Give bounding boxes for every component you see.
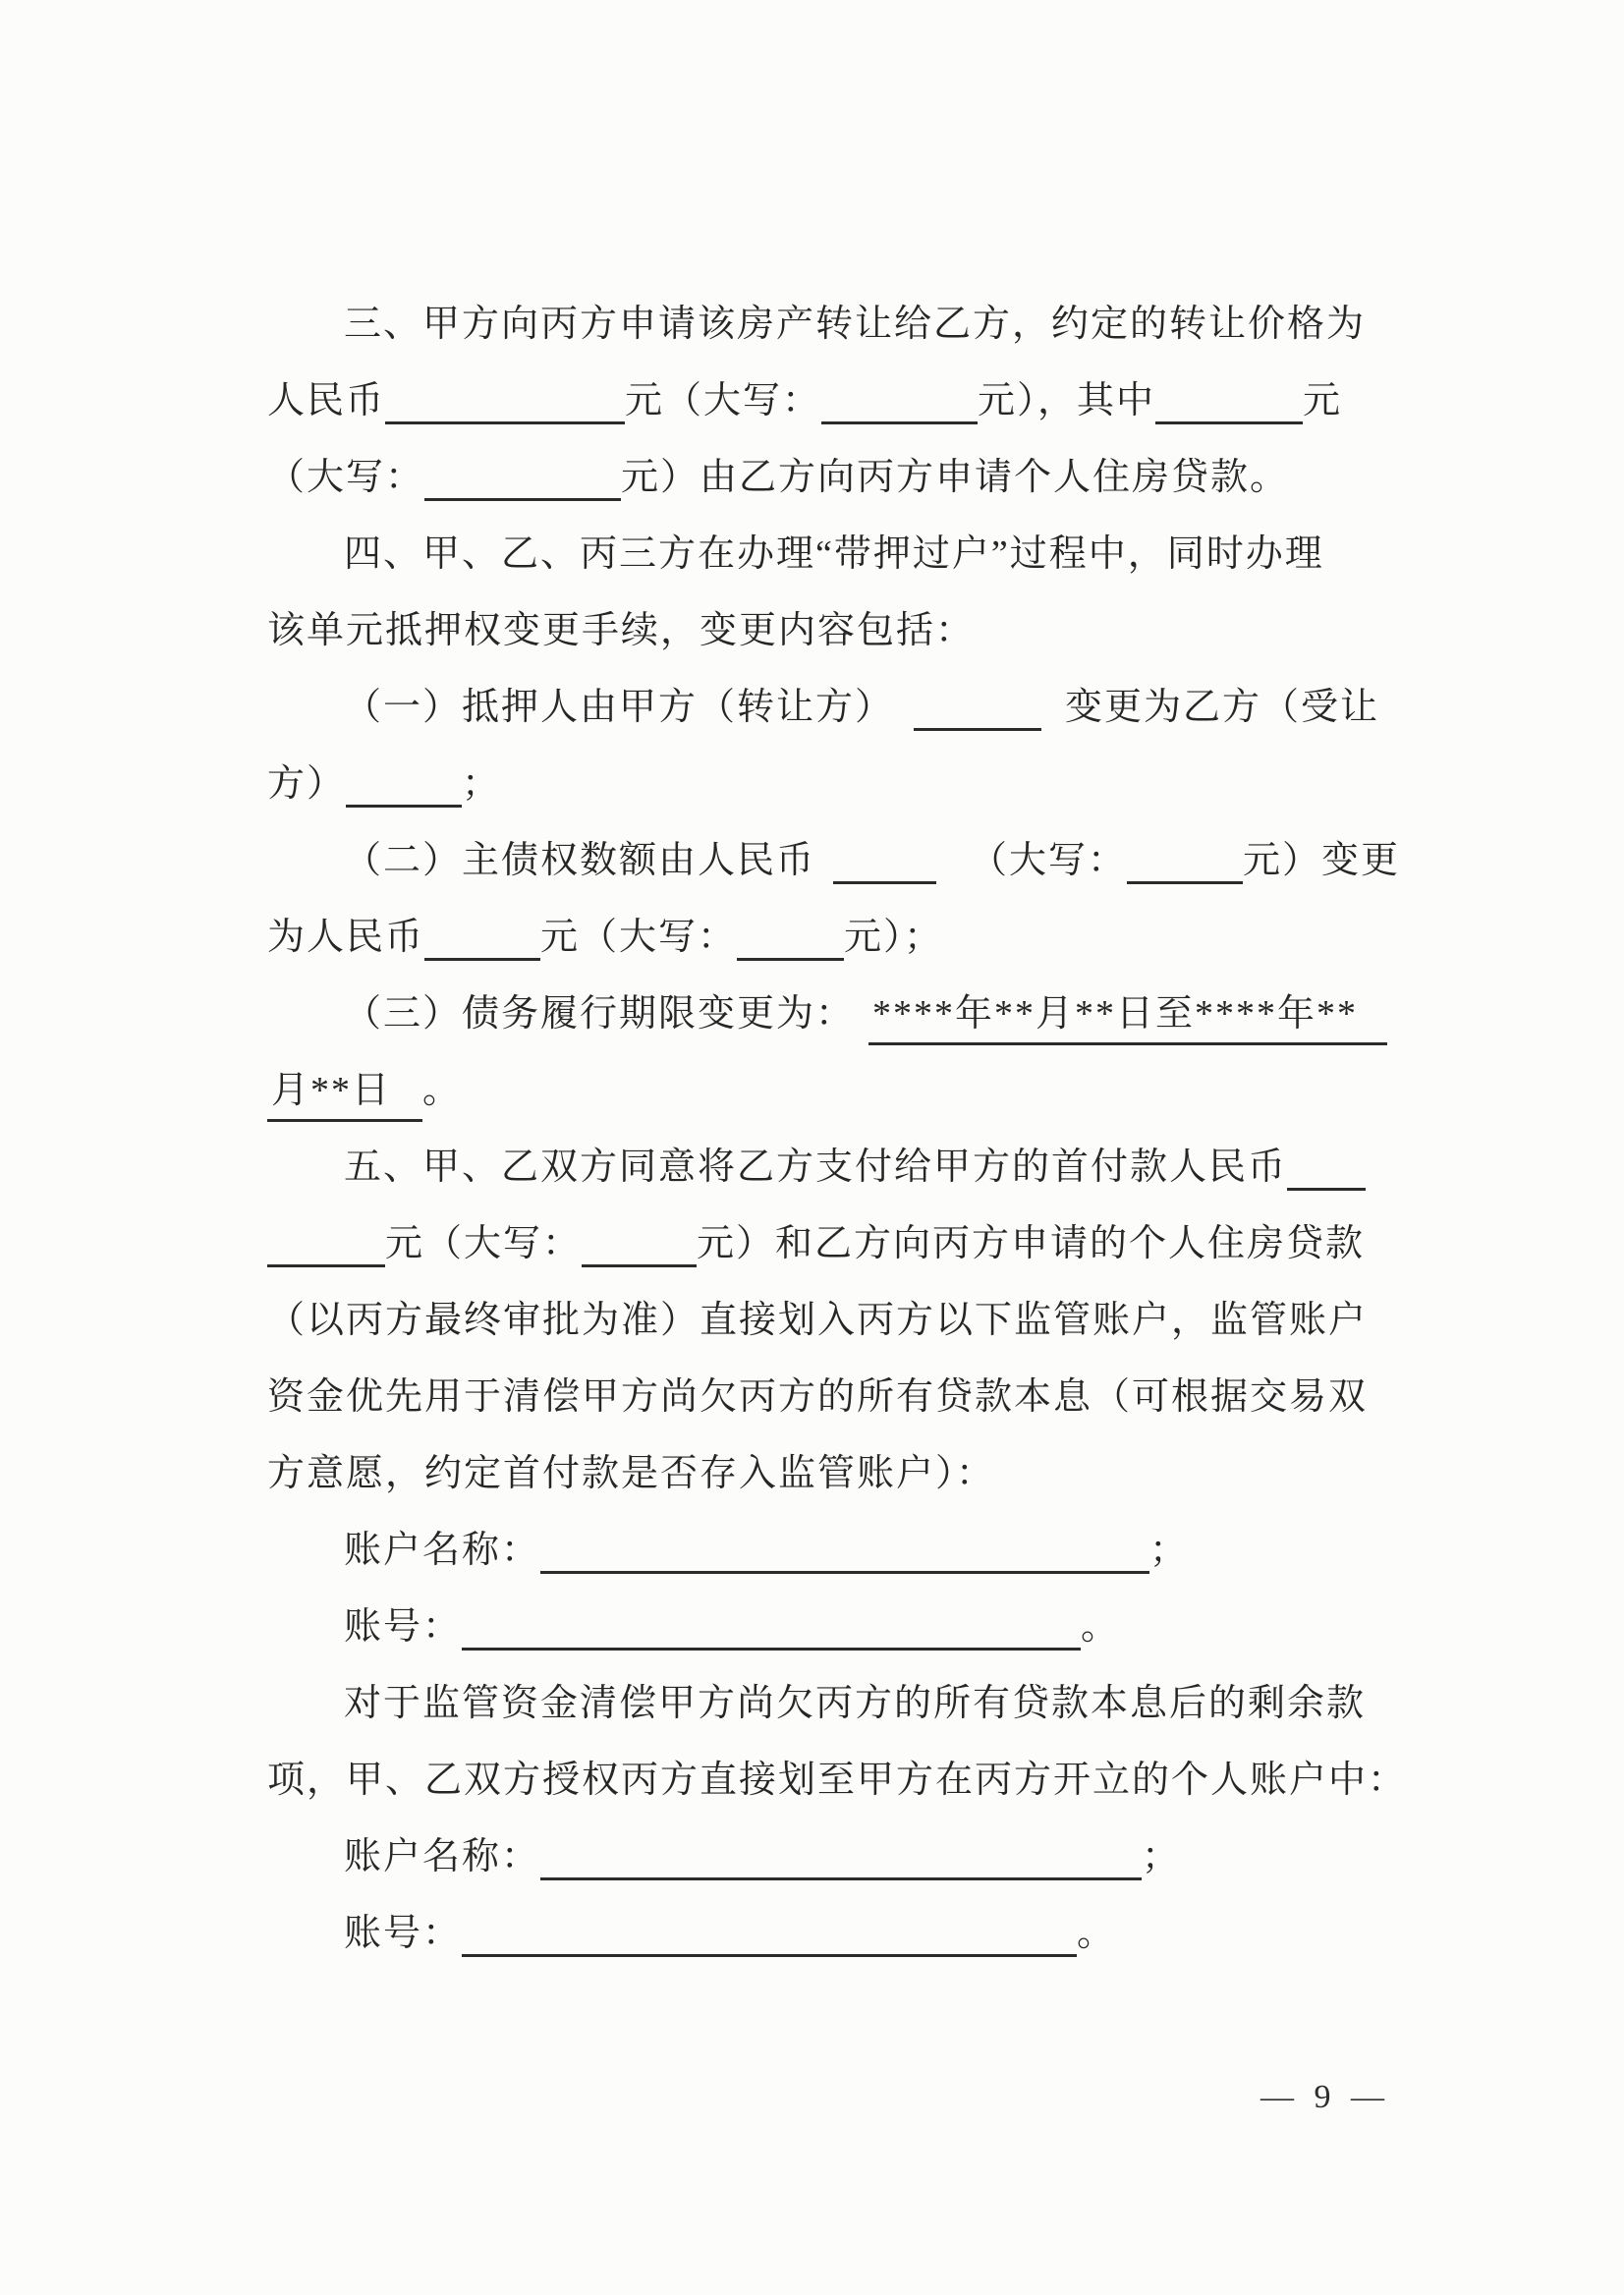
- blank-field: [833, 881, 936, 884]
- document-line: [267, 1895, 1387, 1972]
- underlined-value: ****年**月**日至****年**: [868, 992, 1387, 1045]
- text-segment: 账户名称：: [344, 1530, 541, 1571]
- text-segment: 项，甲、乙双方授权丙方直接划至甲方在丙方开立的个人账户中：: [267, 1760, 1408, 1801]
- text-segment: （三）债务履行期限变更为：: [344, 993, 856, 1035]
- blank-field: [737, 958, 844, 961]
- text-segment: 元（大写：: [540, 917, 738, 958]
- text-segment: 方）: [267, 763, 347, 805]
- text-segment: （一）抵押人由甲方（转让方）: [344, 687, 895, 728]
- text-segment: 元: [1303, 380, 1343, 421]
- document-line: [267, 1435, 1387, 1512]
- document-line: [267, 1512, 1387, 1589]
- text-segment: 元），其中: [978, 380, 1156, 421]
- text-segment: 对于监管资金清偿甲方尚欠丙方的所有贷款本息后的剩余款: [344, 1683, 1367, 1724]
- text-segment: （以丙方最终审批为准）直接划入丙方以下监管账户，监管账户: [267, 1300, 1369, 1341]
- text-segment: 为人民币: [267, 917, 425, 958]
- document-line: [267, 363, 1387, 439]
- document-line: [267, 746, 1387, 822]
- text-segment: 账户名称：: [344, 1836, 541, 1877]
- spacing-gap: [855, 1025, 868, 1026]
- blank-field: [385, 421, 625, 424]
- text-segment: 。: [1081, 1606, 1121, 1648]
- blank-field: [1287, 1188, 1366, 1191]
- blank-field: [1127, 881, 1243, 884]
- text-segment: （大写：: [267, 457, 425, 498]
- blank-field: [540, 1877, 1142, 1880]
- text-segment: 人民币: [267, 380, 386, 421]
- text-segment: 资金优先用于清偿甲方尚欠丙方的所有贷款本息（可根据交易双: [267, 1376, 1369, 1418]
- text-segment: 。: [422, 1070, 463, 1111]
- document-line: [267, 1052, 1387, 1129]
- document-line: [267, 899, 1387, 976]
- text-segment: （二）主债权数额由人民币: [344, 840, 816, 881]
- document-line: [267, 1359, 1387, 1435]
- page-number: — 9 —: [1260, 2079, 1390, 2115]
- document-line: [267, 669, 1387, 746]
- document-line: [267, 976, 1387, 1052]
- blank-field: [1155, 421, 1303, 424]
- document-line: [267, 1589, 1387, 1665]
- text-segment: 元）和乙方向丙方申请的个人住房贷款: [697, 1223, 1366, 1264]
- text-segment: 元）变更: [1243, 840, 1401, 881]
- blank-field: [540, 1571, 1149, 1574]
- blank-field: [582, 1264, 697, 1267]
- text-segment: 元（大写：: [385, 1223, 583, 1264]
- text-segment: 元）；: [844, 917, 944, 958]
- text-segment: 元（大写：: [625, 380, 822, 421]
- blank-field: [424, 958, 540, 961]
- spacing-gap: [894, 718, 914, 719]
- document-line: [267, 439, 1387, 516]
- text-segment: 账号：: [344, 1606, 463, 1648]
- blank-field: [267, 1264, 385, 1267]
- text-segment: ；: [1149, 1530, 1190, 1571]
- text-segment: 元）由乙方向丙方申请个人住房贷款。: [621, 457, 1290, 498]
- blank-field: [821, 421, 978, 424]
- spacing-gap: [1041, 718, 1065, 719]
- spacing-gap: [815, 871, 833, 872]
- text-segment: ；: [462, 763, 502, 805]
- document-line: [267, 1129, 1387, 1205]
- document-line: [267, 516, 1387, 592]
- text-segment: ；: [1142, 1836, 1182, 1877]
- blank-field: [346, 805, 462, 808]
- text-segment: 该单元抵押权变更手续，变更内容包括：: [267, 610, 976, 651]
- text-segment: 五、甲、乙双方同意将乙方支付给甲方的首付款人民币: [344, 1147, 1288, 1188]
- document-line: [267, 1665, 1387, 1742]
- text-segment: 三、甲方向丙方申请该房产转让给乙方，约定的转让价格为: [344, 304, 1367, 345]
- text-segment: 变更为乙方（受让: [1065, 687, 1380, 728]
- document-line: [267, 286, 1387, 363]
- text-segment: 账号：: [344, 1913, 463, 1954]
- text-segment: （大写：: [970, 840, 1128, 881]
- underlined-value: 月**日: [267, 1069, 422, 1122]
- text-segment: 方意愿，约定首付款是否存入监管账户）：: [267, 1453, 996, 1494]
- blank-field: [914, 728, 1041, 731]
- document-line: [267, 1742, 1408, 1819]
- text-segment: 四、甲、乙、丙三方在办理“带押过户”过程中，同时办理: [344, 533, 1324, 575]
- blank-field: [424, 498, 621, 501]
- document-line: [267, 592, 1387, 669]
- document-line: [267, 1819, 1387, 1895]
- document-line: [267, 1205, 1387, 1282]
- text-segment: 。: [1077, 1913, 1117, 1954]
- document-line: [267, 1282, 1387, 1359]
- spacing-gap: [936, 871, 970, 872]
- document-line: [267, 822, 1401, 899]
- blank-field: [462, 1954, 1077, 1957]
- document-body: [267, 286, 1408, 1972]
- blank-field: [462, 1648, 1081, 1651]
